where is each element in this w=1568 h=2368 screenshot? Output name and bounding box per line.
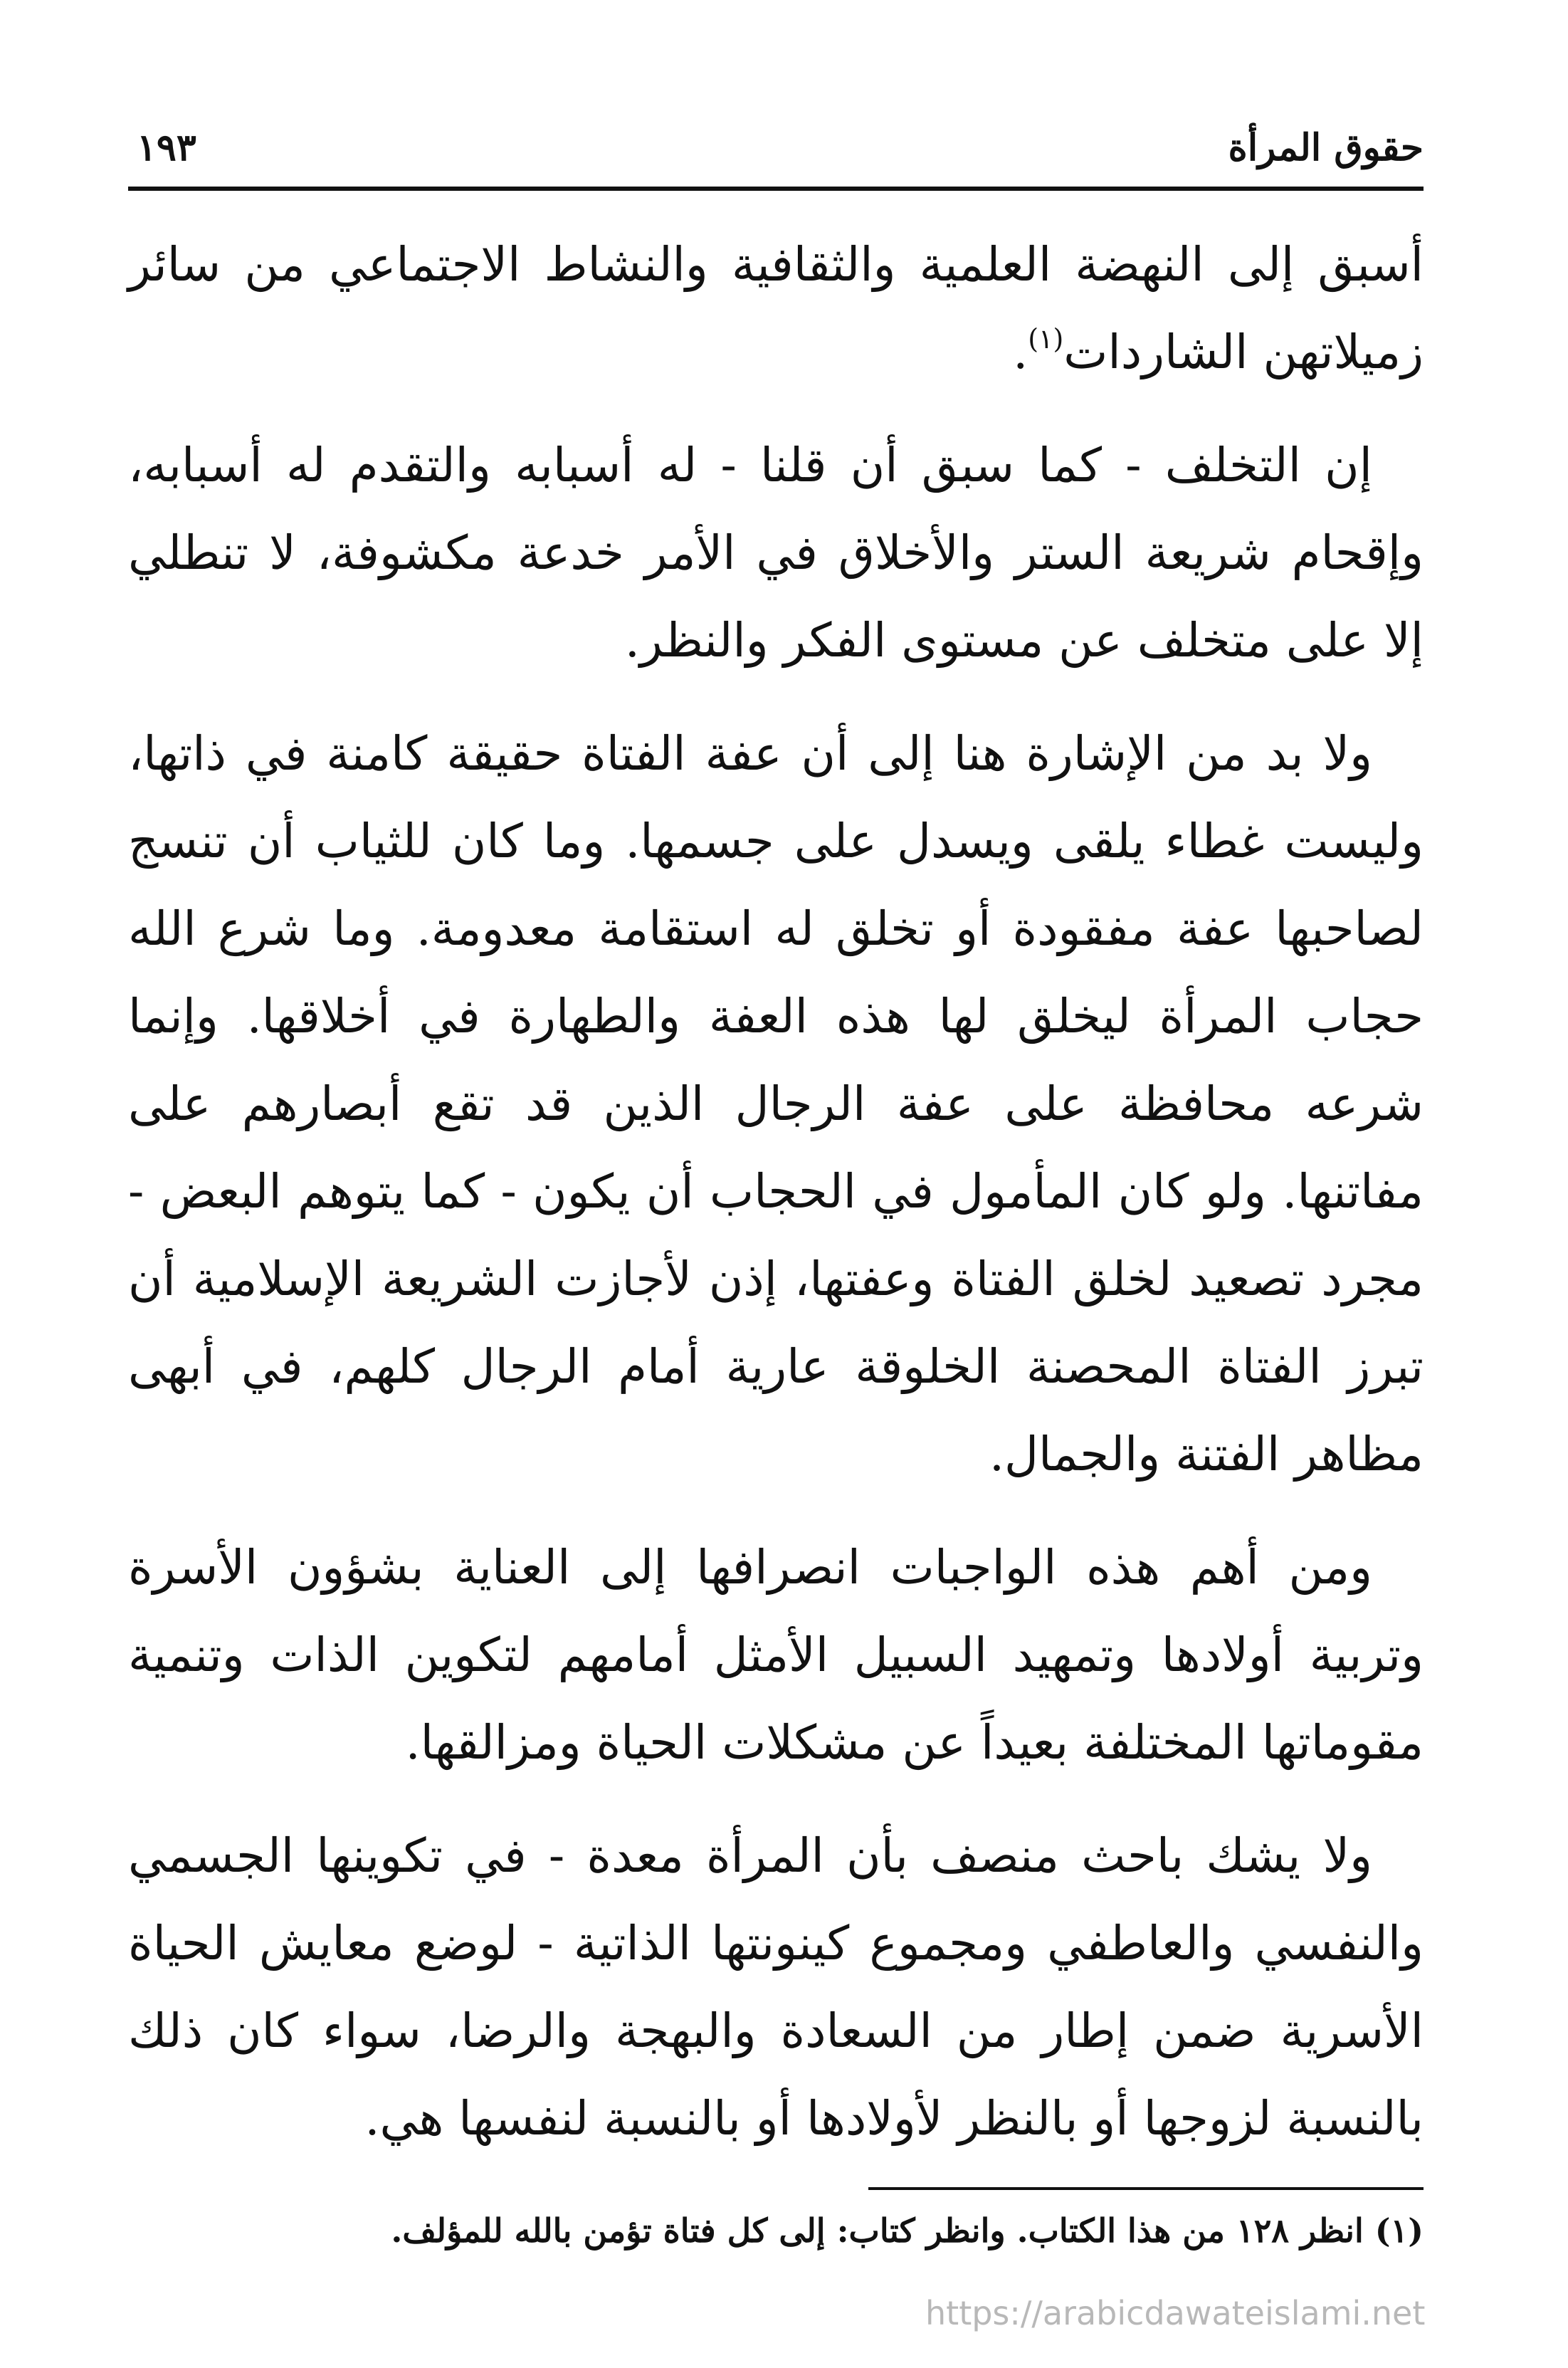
paragraph-2: إن التخلف - كما سبق أن قلنا - له أسبابه والتقدم له أسبابه، وإقحام شريعة الستر والأخلاق في الأمر خدعة مكشوفة، لا تنطلي إلا على متخلف عن مستوى الفكر والنظر.: [128, 438, 1424, 668]
paragraph-1: [128, 221, 1424, 396]
page-number: ١٩٣: [137, 126, 196, 169]
running-head: [128, 120, 1424, 177]
footnote-1: (١) انظر ١٢٨ من هذا الكتاب. وانظر كتاب: إلى كل فتاة تؤمن بالله للمؤلف.: [391, 2211, 1424, 2250]
book-page: [128, 0, 1424, 2368]
header-rule: [128, 187, 1424, 191]
watermark-url: https://arabicdawateislami.net: [925, 2294, 1426, 2332]
paragraph-4: ومن أهم هذه الواجبات انصرافها إلى العناية بشؤون الأسرة وتربية أولادها وتمهيد السبيل الأمثل أمامهم لتكوين الذات وتنمية مقوماتها المختلفة بعيداً عن مشكلات الحياة ومزالقها.: [128, 1540, 1424, 1770]
footnote-reference[interactable]: (١): [1028, 323, 1064, 355]
paragraph-5: ولا يشك باحث منصف بأن المرأة معدة - في تكوينها الجسمي والنفسي والعاطفي ومجموع كينونتها الذاتية - لوضع معايش الحياة الأسرية ضمن إطار من السعادة والبهجة والرضا، سواء كان ذلك بالنسبة لزوجها أو بالنظر لأولادها أو بالنسبة لنفسها هي.: [128, 1828, 1424, 2146]
paragraph-3: ولا بد من الإشارة هنا إلى أن عفة الفتاة حقيقة كامنة في ذاتها، وليست غطاء يلقى ويسدل على جسمها. وما كان للثياب أن تنسج لصاحبها عفة مفقودة أو تخلق له استقامة معدومة. وما شرع الله حجاب المرأة ليخلق لها هذه العفة والطهارة في أخلاقها. وإنما شرعه محافظة على عفة الرجال الذين قد تقع أبصارهم على مفاتنها. ولو كان المأمول في الحجاب أن يكون - كما يتوهم البعض - مجرد تصعيد لخلق الفتاة وعفتها، إذن لأجازت الشريعة الإسلامية أن تبرز الفتاة المحصنة الخلوقة عارية أمام الرجال كلهم، في أبهى مظاهر الفتنة والجمال.: [128, 726, 1424, 1482]
body-text: [128, 221, 1424, 2188]
running-title: حقوق المرأة: [1228, 126, 1424, 169]
paragraph-1-text: أسبق إلى النهضة العلمية والثقافية والنشاط الاجتماعي من سائر زميلاتهن الشاردات: [128, 237, 1424, 379]
footnote-rule: [868, 2187, 1424, 2190]
paragraph-1-tail: .: [1013, 325, 1028, 379]
